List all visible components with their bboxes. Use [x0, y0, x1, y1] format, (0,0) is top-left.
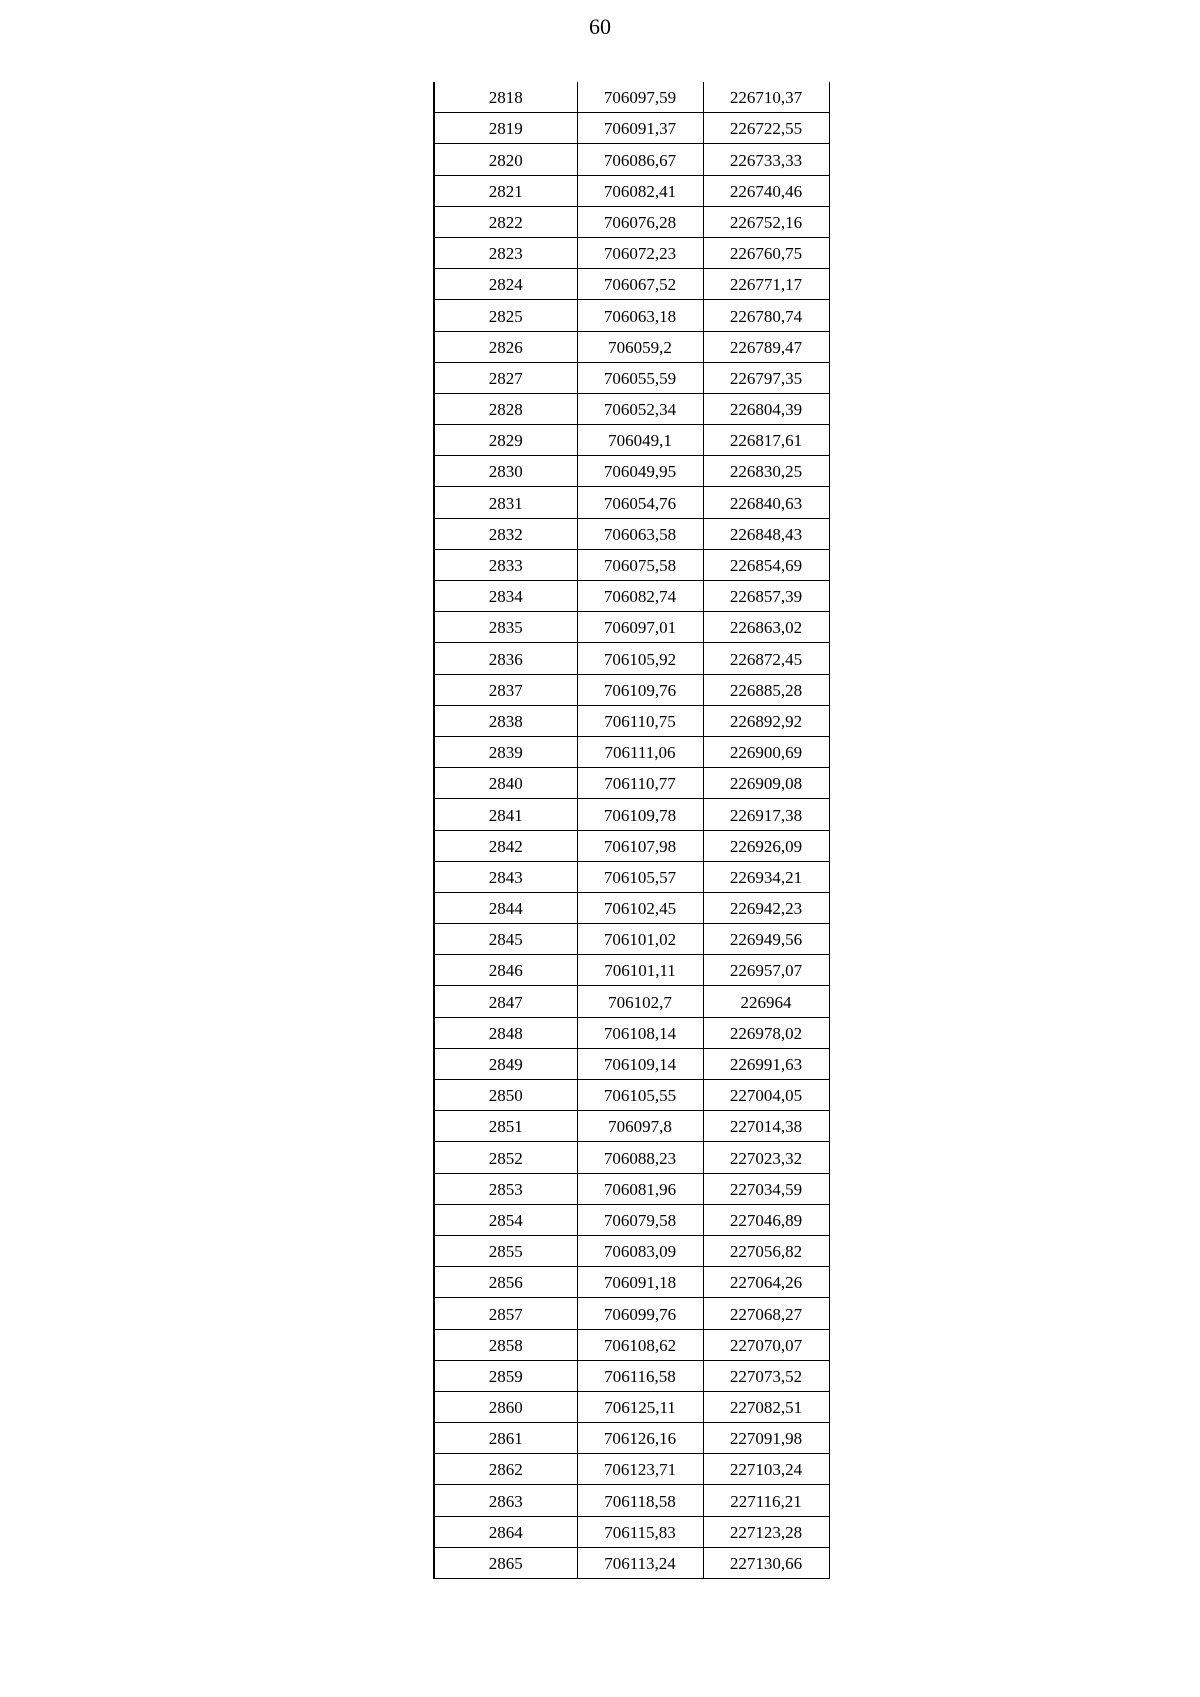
x-coordinate-cell: 706075,58: [577, 549, 703, 580]
x-coordinate-cell: 706109,76: [577, 674, 703, 705]
y-coordinate-cell: 227073,52: [703, 1360, 829, 1391]
x-coordinate-cell: 706099,76: [577, 1298, 703, 1329]
x-coordinate-cell: 706097,01: [577, 612, 703, 643]
coordinates-table: [433, 82, 830, 1579]
point-number-cell: 2853: [434, 1173, 577, 1204]
point-number-cell: 2844: [434, 892, 577, 923]
point-number-cell: 2822: [434, 206, 577, 237]
y-coordinate-cell: 226934,21: [703, 861, 829, 892]
table-row: [434, 1485, 829, 1516]
point-number-cell: 2821: [434, 175, 577, 206]
y-coordinate-cell: 226752,16: [703, 206, 829, 237]
table-row: [434, 144, 829, 175]
point-number-cell: 2842: [434, 830, 577, 861]
point-number-cell: 2824: [434, 269, 577, 300]
table-row: [434, 1142, 829, 1173]
x-coordinate-cell: 706063,58: [577, 518, 703, 549]
point-number-cell: 2857: [434, 1298, 577, 1329]
x-coordinate-cell: 706067,52: [577, 269, 703, 300]
coordinates-table-container: [433, 82, 828, 1579]
table-row: [434, 612, 829, 643]
y-coordinate-cell: 226926,09: [703, 830, 829, 861]
x-coordinate-cell: 706063,18: [577, 300, 703, 331]
y-coordinate-cell: 226760,75: [703, 237, 829, 268]
table-row: [434, 425, 829, 456]
x-coordinate-cell: 706105,57: [577, 861, 703, 892]
y-coordinate-cell: 226740,46: [703, 175, 829, 206]
point-number-cell: 2859: [434, 1360, 577, 1391]
point-number-cell: 2825: [434, 300, 577, 331]
table-row: [434, 924, 829, 955]
x-coordinate-cell: 706091,18: [577, 1267, 703, 1298]
y-coordinate-cell: 226909,08: [703, 768, 829, 799]
point-number-cell: 2828: [434, 393, 577, 424]
x-coordinate-cell: 706091,37: [577, 113, 703, 144]
table-row: [434, 705, 829, 736]
x-coordinate-cell: 706082,41: [577, 175, 703, 206]
x-coordinate-cell: 706054,76: [577, 487, 703, 518]
point-number-cell: 2845: [434, 924, 577, 955]
point-number-cell: 2863: [434, 1485, 577, 1516]
point-number-cell: 2837: [434, 674, 577, 705]
table-row: [434, 331, 829, 362]
x-coordinate-cell: 706110,75: [577, 705, 703, 736]
point-number-cell: 2835: [434, 612, 577, 643]
y-coordinate-cell: 226710,37: [703, 82, 829, 113]
y-coordinate-cell: 227004,05: [703, 1080, 829, 1111]
y-coordinate-cell: 226840,63: [703, 487, 829, 518]
coordinates-table-body: [434, 82, 829, 1579]
y-coordinate-cell: 227034,59: [703, 1173, 829, 1204]
x-coordinate-cell: 706079,58: [577, 1204, 703, 1235]
point-number-cell: 2818: [434, 82, 577, 113]
table-row: [434, 362, 829, 393]
point-number-cell: 2834: [434, 581, 577, 612]
point-number-cell: 2855: [434, 1235, 577, 1266]
point-number-cell: 2852: [434, 1142, 577, 1173]
y-coordinate-cell: 226892,92: [703, 705, 829, 736]
table-row: [434, 1329, 829, 1360]
table-row: [434, 643, 829, 674]
x-coordinate-cell: 706118,58: [577, 1485, 703, 1516]
y-coordinate-cell: 226771,17: [703, 269, 829, 300]
y-coordinate-cell: 227130,66: [703, 1547, 829, 1578]
x-coordinate-cell: 706109,78: [577, 799, 703, 830]
table-row: [434, 269, 829, 300]
y-coordinate-cell: 227023,32: [703, 1142, 829, 1173]
x-coordinate-cell: 706107,98: [577, 830, 703, 861]
y-coordinate-cell: 227070,07: [703, 1329, 829, 1360]
point-number-cell: 2836: [434, 643, 577, 674]
point-number-cell: 2833: [434, 549, 577, 580]
x-coordinate-cell: 706123,71: [577, 1454, 703, 1485]
table-row: [434, 986, 829, 1017]
point-number-cell: 2850: [434, 1080, 577, 1111]
point-number-cell: 2846: [434, 955, 577, 986]
y-coordinate-cell: 227064,26: [703, 1267, 829, 1298]
table-row: [434, 736, 829, 767]
table-row: [434, 1423, 829, 1454]
y-coordinate-cell: 226857,39: [703, 581, 829, 612]
y-coordinate-cell: 226957,07: [703, 955, 829, 986]
y-coordinate-cell: 226854,69: [703, 549, 829, 580]
y-coordinate-cell: 227056,82: [703, 1235, 829, 1266]
x-coordinate-cell: 706049,1: [577, 425, 703, 456]
y-coordinate-cell: 226817,61: [703, 425, 829, 456]
table-row: [434, 487, 829, 518]
point-number-cell: 2827: [434, 362, 577, 393]
table-row: [434, 1017, 829, 1048]
y-coordinate-cell: 227123,28: [703, 1516, 829, 1547]
y-coordinate-cell: 227082,51: [703, 1391, 829, 1422]
table-row: [434, 1204, 829, 1235]
point-number-cell: 2849: [434, 1048, 577, 1079]
point-number-cell: 2854: [434, 1204, 577, 1235]
y-coordinate-cell: 226733,33: [703, 144, 829, 175]
x-coordinate-cell: 706126,16: [577, 1423, 703, 1454]
x-coordinate-cell: 706115,83: [577, 1516, 703, 1547]
y-coordinate-cell: 226789,47: [703, 331, 829, 362]
y-coordinate-cell: 227046,89: [703, 1204, 829, 1235]
table-row: [434, 1298, 829, 1329]
y-coordinate-cell: 226917,38: [703, 799, 829, 830]
x-coordinate-cell: 706052,34: [577, 393, 703, 424]
y-coordinate-cell: 226991,63: [703, 1048, 829, 1079]
y-coordinate-cell: 226863,02: [703, 612, 829, 643]
y-coordinate-cell: 226848,43: [703, 518, 829, 549]
table-row: [434, 768, 829, 799]
x-coordinate-cell: 706088,23: [577, 1142, 703, 1173]
table-row: [434, 82, 829, 113]
x-coordinate-cell: 706082,74: [577, 581, 703, 612]
y-coordinate-cell: 227103,24: [703, 1454, 829, 1485]
x-coordinate-cell: 706105,55: [577, 1080, 703, 1111]
point-number-cell: 2840: [434, 768, 577, 799]
y-coordinate-cell: 226885,28: [703, 674, 829, 705]
table-row: [434, 1111, 829, 1142]
table-row: [434, 1360, 829, 1391]
x-coordinate-cell: 706102,7: [577, 986, 703, 1017]
table-row: [434, 1516, 829, 1547]
x-coordinate-cell: 706109,14: [577, 1048, 703, 1079]
table-row: [434, 237, 829, 268]
table-row: [434, 1547, 829, 1578]
x-coordinate-cell: 706110,77: [577, 768, 703, 799]
x-coordinate-cell: 706108,62: [577, 1329, 703, 1360]
table-row: [434, 1391, 829, 1422]
x-coordinate-cell: 706105,92: [577, 643, 703, 674]
y-coordinate-cell: 227068,27: [703, 1298, 829, 1329]
x-coordinate-cell: 706116,58: [577, 1360, 703, 1391]
point-number-cell: 2851: [434, 1111, 577, 1142]
table-row: [434, 206, 829, 237]
y-coordinate-cell: 226722,55: [703, 113, 829, 144]
y-coordinate-cell: 226949,56: [703, 924, 829, 955]
table-row: [434, 1173, 829, 1204]
y-coordinate-cell: 226872,45: [703, 643, 829, 674]
x-coordinate-cell: 706076,28: [577, 206, 703, 237]
table-row: [434, 799, 829, 830]
y-coordinate-cell: 227091,98: [703, 1423, 829, 1454]
point-number-cell: 2831: [434, 487, 577, 518]
point-number-cell: 2865: [434, 1547, 577, 1578]
x-coordinate-cell: 706108,14: [577, 1017, 703, 1048]
table-row: [434, 861, 829, 892]
point-number-cell: 2819: [434, 113, 577, 144]
x-coordinate-cell: 706081,96: [577, 1173, 703, 1204]
point-number-cell: 2838: [434, 705, 577, 736]
table-row: [434, 456, 829, 487]
point-number-cell: 2848: [434, 1017, 577, 1048]
point-number-cell: 2847: [434, 986, 577, 1017]
table-row: [434, 674, 829, 705]
point-number-cell: 2843: [434, 861, 577, 892]
y-coordinate-cell: 226964: [703, 986, 829, 1017]
table-row: [434, 1454, 829, 1485]
table-row: [434, 1267, 829, 1298]
y-coordinate-cell: 226797,35: [703, 362, 829, 393]
table-row: [434, 1048, 829, 1079]
x-coordinate-cell: 706101,02: [577, 924, 703, 955]
point-number-cell: 2862: [434, 1454, 577, 1485]
point-number-cell: 2839: [434, 736, 577, 767]
x-coordinate-cell: 706086,67: [577, 144, 703, 175]
x-coordinate-cell: 706097,8: [577, 1111, 703, 1142]
y-coordinate-cell: 226900,69: [703, 736, 829, 767]
point-number-cell: 2830: [434, 456, 577, 487]
x-coordinate-cell: 706055,59: [577, 362, 703, 393]
x-coordinate-cell: 706111,06: [577, 736, 703, 767]
y-coordinate-cell: 227116,21: [703, 1485, 829, 1516]
point-number-cell: 2820: [434, 144, 577, 175]
table-row: [434, 175, 829, 206]
x-coordinate-cell: 706049,95: [577, 456, 703, 487]
point-number-cell: 2860: [434, 1391, 577, 1422]
x-coordinate-cell: 706102,45: [577, 892, 703, 923]
x-coordinate-cell: 706059,2: [577, 331, 703, 362]
x-coordinate-cell: 706125,11: [577, 1391, 703, 1422]
table-row: [434, 581, 829, 612]
table-row: [434, 1235, 829, 1266]
page-number: 60: [589, 14, 611, 39]
table-row: [434, 830, 829, 861]
y-coordinate-cell: 226804,39: [703, 393, 829, 424]
point-number-cell: 2832: [434, 518, 577, 549]
x-coordinate-cell: 706072,23: [577, 237, 703, 268]
y-coordinate-cell: 226978,02: [703, 1017, 829, 1048]
point-number-cell: 2826: [434, 331, 577, 362]
x-coordinate-cell: 706097,59: [577, 82, 703, 113]
y-coordinate-cell: 227014,38: [703, 1111, 829, 1142]
x-coordinate-cell: 706113,24: [577, 1547, 703, 1578]
y-coordinate-cell: 226830,25: [703, 456, 829, 487]
y-coordinate-cell: 226780,74: [703, 300, 829, 331]
point-number-cell: 2864: [434, 1516, 577, 1547]
x-coordinate-cell: 706083,09: [577, 1235, 703, 1266]
table-row: [434, 113, 829, 144]
table-row: [434, 955, 829, 986]
table-row: [434, 393, 829, 424]
x-coordinate-cell: 706101,11: [577, 955, 703, 986]
point-number-cell: 2841: [434, 799, 577, 830]
table-row: [434, 549, 829, 580]
table-row: [434, 300, 829, 331]
point-number-cell: 2858: [434, 1329, 577, 1360]
point-number-cell: 2823: [434, 237, 577, 268]
point-number-cell: 2861: [434, 1423, 577, 1454]
table-row: [434, 892, 829, 923]
point-number-cell: 2829: [434, 425, 577, 456]
point-number-cell: 2856: [434, 1267, 577, 1298]
y-coordinate-cell: 226942,23: [703, 892, 829, 923]
table-row: [434, 1080, 829, 1111]
table-row: [434, 518, 829, 549]
